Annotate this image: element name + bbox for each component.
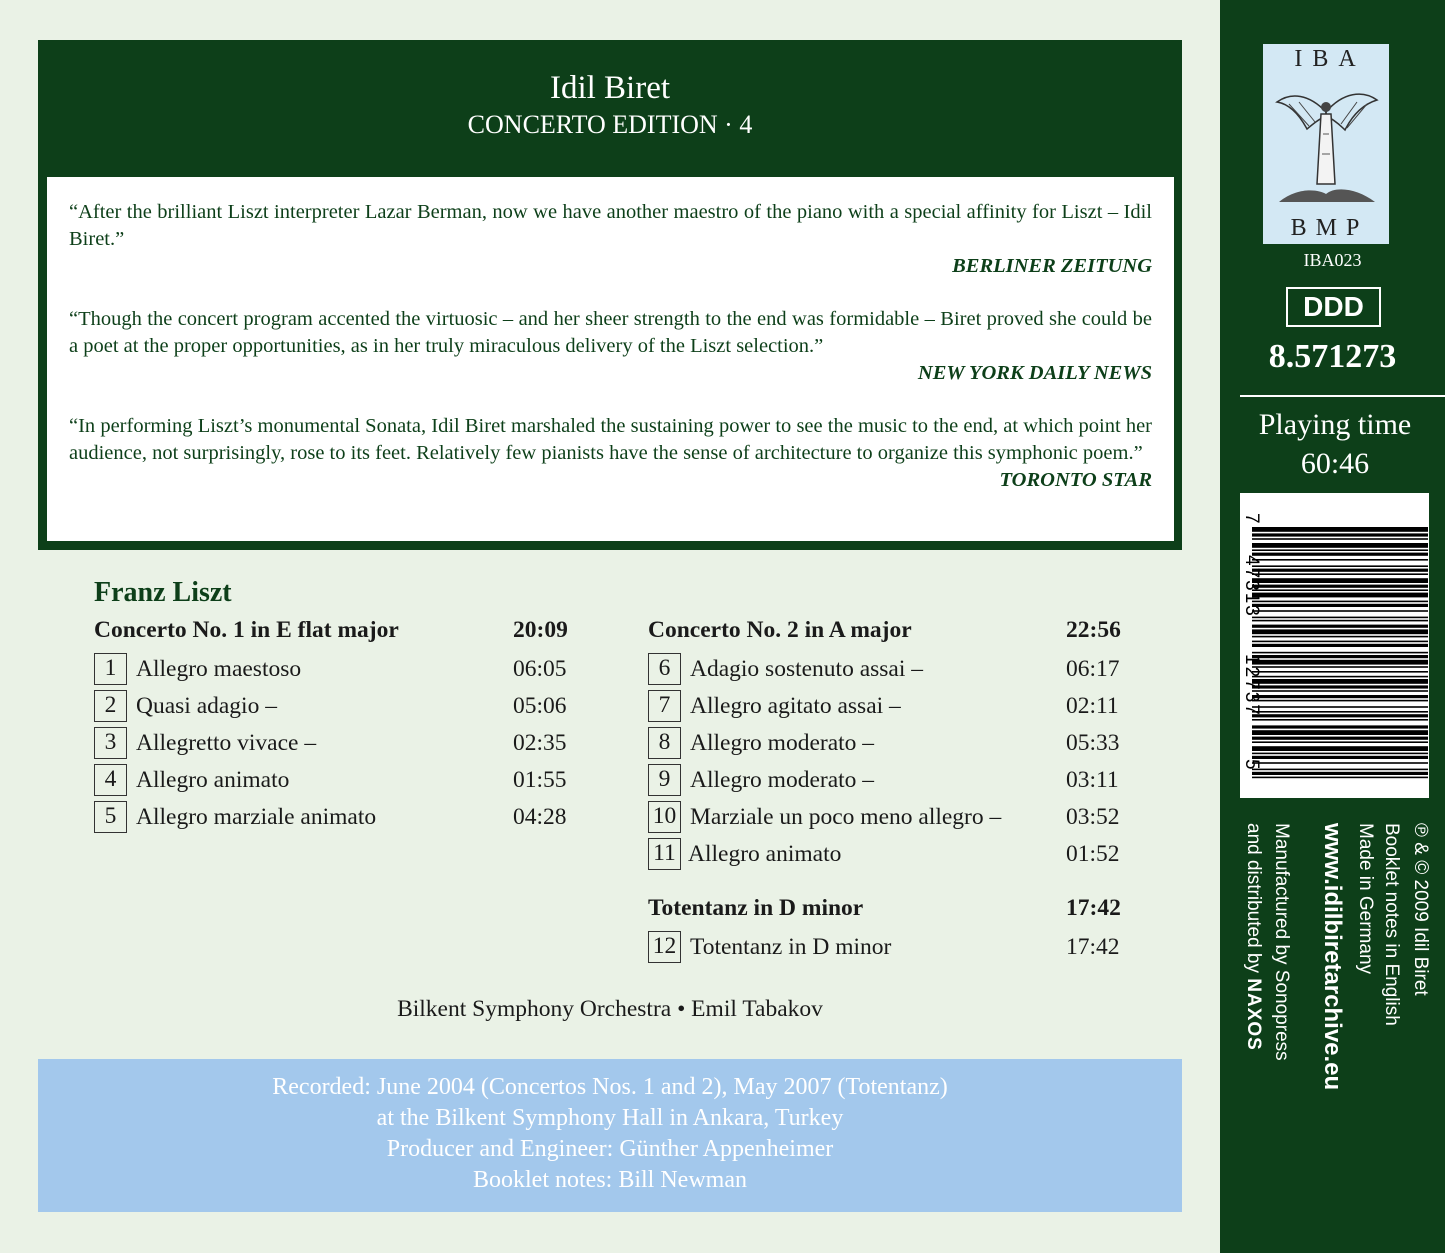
barcode-bar: [1252, 671, 1428, 673]
website-link[interactable]: www.idilbiretarchive.eu: [1319, 823, 1346, 1091]
barcode-bar: [1252, 589, 1428, 591]
barcode-bar: [1252, 527, 1428, 532]
recording-line: at the Bilkent Symphony Hall in Ankara, Turkey: [376, 1105, 844, 1131]
barcode-bar: [1252, 573, 1428, 575]
track-number: 3: [94, 727, 127, 759]
spine-panel: [1220, 0, 1445, 1253]
quote-source: NEW YORK DAILY NEWS: [917, 362, 1152, 384]
track-number: 1: [94, 653, 127, 685]
angel-icon: [1269, 74, 1383, 214]
track-title: Allegro agitato assai –: [690, 693, 901, 719]
barcode-bar: [1252, 711, 1428, 713]
barcode-bar: [1252, 772, 1428, 775]
barcode-digit: 47313: [1241, 555, 1262, 618]
track-title: Allegretto vivace –: [136, 730, 317, 756]
track-title: Allegro moderato –: [690, 730, 875, 756]
track-number: 9: [648, 764, 681, 796]
quote-source: BERLINER ZEITUNG: [952, 255, 1152, 277]
track-number: 2: [94, 690, 127, 722]
track-number: 10: [648, 801, 681, 833]
manufacturer-text: Manufactured by Sonopress: [1271, 823, 1292, 1061]
press-quote: [69, 413, 1152, 494]
barcode-icon: [1240, 493, 1429, 798]
barcode: [1240, 493, 1429, 798]
barcode-bar: [1252, 652, 1428, 654]
recording-line: Recorded: June 2004 (Concertos Nos. 1 and 2), May 2007 (Totentanz): [272, 1074, 948, 1100]
barcode-bar: [1252, 620, 1428, 622]
barcode-bar: [1252, 730, 1428, 735]
work-title: Concerto No. 1 in E flat major: [94, 617, 399, 643]
track-duration: 17:42: [1066, 934, 1120, 960]
header-panel: [38, 40, 1182, 550]
quote-text: “In performing Liszt’s monumental Sonata, Idil Biret marshaled the sustaining power to see the music to the end, at which point her audience, not surprisingly, rose to its feet. Relatively few pianists have the sense of architecture to organize this symphonic poem.”: [69, 415, 1152, 464]
recording-info: [38, 1059, 1182, 1212]
track-row: [94, 690, 574, 722]
track-title: Totentanz in D minor: [690, 934, 892, 960]
catalog-number: 8.571273: [1268, 338, 1397, 375]
barcode-bar: [1252, 617, 1428, 619]
playing-time-value: 60:46: [1300, 447, 1370, 480]
quote-text: “After the brilliant Liszt interpreter Lazar Berman, now we have another maestro of the piano with a special affinity for Liszt – Idil Biret.”: [69, 201, 1152, 250]
copyright-text: ℗ & © 2009 Idil Biret: [1410, 823, 1431, 996]
barcode-digit: 7: [1241, 513, 1262, 524]
barcode-bar: [1252, 538, 1428, 540]
barcode-bar: [1252, 741, 1428, 743]
track-row: [94, 764, 574, 796]
track-duration: 05:06: [513, 693, 567, 719]
barcode-bar: [1252, 777, 1428, 779]
spine-divider: [1240, 395, 1445, 397]
barcode-bar: [1252, 553, 1428, 556]
quote-text: “Though the concert program accented the virtuosic – and her sheer strength to the end was formidable – Biret proved she could be a poet at the proper opportunities, as in her truly miraculous delivery of the Liszt selection.”: [69, 308, 1152, 357]
barcode-bar: [1252, 679, 1428, 684]
label-logo: [1263, 44, 1389, 244]
track-title: Allegro animato: [688, 841, 842, 867]
barcode-bar: [1252, 655, 1428, 658]
booklet-language: Booklet notes in English: [1381, 823, 1402, 1026]
press-quotes: [47, 177, 1174, 541]
logo-top-text: IBA: [1294, 46, 1366, 72]
track-title: Allegro maestoso: [136, 656, 302, 682]
track-title: Allegro moderato –: [690, 767, 875, 793]
barcode-bar: [1252, 641, 1428, 643]
track-row: [94, 801, 574, 833]
work-duration: 17:42: [1066, 895, 1121, 921]
track-number: 7: [648, 690, 681, 722]
barcode-bar: [1252, 578, 1428, 583]
barcode-bar: [1252, 569, 1428, 572]
track-number: 8: [648, 727, 681, 759]
made-in-text: Made in Germany: [1355, 823, 1376, 975]
track-title: Allegro marziale animato: [136, 804, 377, 830]
press-quote: [69, 306, 1152, 387]
barcode-bar: [1252, 706, 1428, 708]
barcode-bar: [1252, 666, 1428, 668]
recording-line: Producer and Engineer: Günther Appenheimer: [386, 1136, 834, 1162]
track-number: 5: [94, 801, 127, 833]
barcode-bar: [1252, 543, 1428, 548]
track-title: Marziale un poco meno allegro –: [690, 804, 1002, 830]
track-title: Allegro animato: [136, 767, 290, 793]
barcode-bar: [1252, 565, 1428, 567]
barcode-bar: [1252, 676, 1428, 678]
track-row: [94, 727, 574, 759]
barcode-bar: [1252, 593, 1428, 598]
track-title: Adagio sostenuto assai –: [690, 656, 924, 682]
barcode-bar: [1252, 549, 1428, 551]
barcode-bar: [1252, 769, 1428, 771]
track-duration: 03:11: [1066, 767, 1119, 793]
barcode-bar: [1252, 604, 1428, 607]
series-title: CONCERTO EDITION · 4: [467, 110, 753, 139]
barcode-bar: [1252, 719, 1428, 721]
distributor-label: and distributed by: [1243, 823, 1264, 973]
barcode-bar: [1252, 629, 1428, 634]
quote-source: TORONTO STAR: [999, 469, 1152, 491]
barcode-bar: [1252, 762, 1428, 764]
track-duration: 01:55: [513, 767, 567, 793]
logo-bottom-text: BMP: [1290, 215, 1369, 241]
composer-name: Franz Liszt: [94, 577, 232, 608]
track-number: 12: [648, 931, 681, 963]
work-title: Concerto No. 2 in A major: [648, 617, 912, 643]
barcode-bar: [1252, 746, 1428, 751]
track-number: 6: [648, 653, 681, 685]
track-duration: 02:35: [513, 730, 567, 756]
distributor-text: [1242, 823, 1264, 1051]
barcode-bar: [1252, 737, 1428, 740]
track-row: [648, 764, 1128, 796]
barcode-bar: [1252, 610, 1428, 612]
barcode-bar: [1252, 700, 1428, 702]
barcode-bar: [1252, 690, 1428, 692]
barcode-digit: 5: [1241, 759, 1262, 770]
naxos-logo: NAXOS: [1243, 978, 1264, 1051]
performers: Bilkent Symphony Orchestra • Emil Tabakov: [397, 996, 823, 1022]
track-duration: 01:52: [1066, 841, 1120, 867]
track-row: [648, 653, 1128, 685]
track-duration: 04:28: [513, 804, 567, 830]
barcode-bar: [1252, 756, 1428, 759]
playing-time-label: Playing time: [1258, 408, 1412, 441]
track-title: Quasi adagio –: [136, 693, 277, 719]
work-title: Totentanz in D minor: [648, 895, 864, 921]
barcode-bar: [1252, 585, 1428, 588]
barcode-bar: [1252, 636, 1428, 638]
barcode-bar: [1252, 714, 1428, 717]
format-badge: DDD: [1286, 287, 1381, 327]
barcode-bar: [1252, 695, 1428, 698]
work-duration: 22:56: [1066, 617, 1121, 643]
barcode-bar: [1252, 753, 1428, 755]
track-duration: 02:11: [1066, 693, 1119, 719]
track-duration: 05:33: [1066, 730, 1120, 756]
track-duration: 03:52: [1066, 804, 1120, 830]
track-row: [648, 931, 1128, 963]
work-duration: 20:09: [513, 617, 568, 643]
barcode-digit: 12737: [1241, 654, 1262, 717]
barcode-bar: [1252, 725, 1428, 728]
track-row: [648, 690, 1128, 722]
barcode-bar: [1252, 533, 1428, 536]
barcode-bar: [1252, 559, 1428, 561]
track-row: [648, 727, 1128, 759]
press-quote: [69, 199, 1152, 280]
barcode-bar: [1252, 625, 1428, 628]
barcode-bar: [1252, 601, 1428, 603]
barcode-bar: [1252, 660, 1428, 665]
artist-name: Idil Biret: [549, 70, 671, 106]
label-catalog-code: IBA023: [1303, 250, 1362, 270]
barcode-bar: [1252, 644, 1428, 647]
track-number: 11: [648, 838, 681, 870]
track-number: 4: [94, 764, 127, 796]
track-duration: 06:17: [1066, 656, 1120, 682]
recording-line: Booklet notes: Bill Newman: [473, 1167, 747, 1193]
track-row: [94, 653, 574, 685]
track-row: [648, 801, 1128, 833]
barcode-bar: [1252, 685, 1428, 688]
track-duration: 06:05: [513, 656, 567, 682]
track-row: [648, 838, 1128, 870]
